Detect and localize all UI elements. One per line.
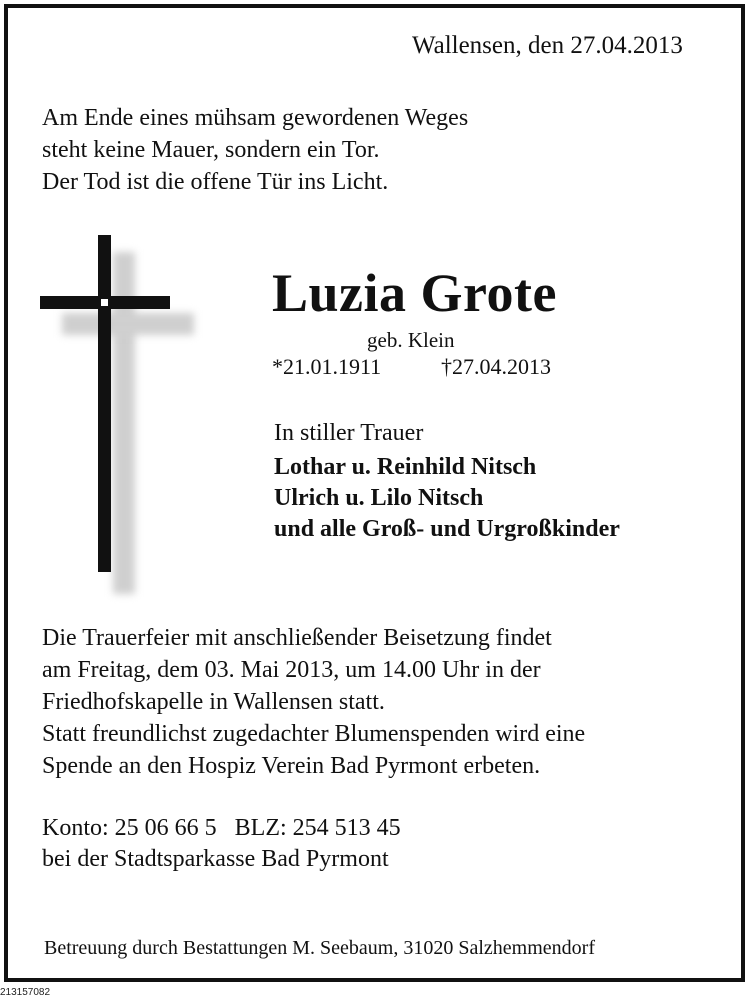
cross-center-highlight [101, 299, 108, 306]
funeral-home-footer: Betreuung durch Bestattungen M. Seebaum, 31020 Salzhemmendorf [44, 937, 595, 959]
mourner-line: und alle Groß- und Urgroßkinder [274, 516, 620, 542]
bank-institute: bei der Stadtsparkasse Bad Pyrmont [42, 846, 389, 872]
verse-line: Am Ende eines mühsam gewordenen Weges [42, 105, 469, 131]
funeral-details [42, 622, 585, 782]
verse [42, 102, 468, 198]
birth-date: *21.01.1911 [272, 354, 382, 379]
dateline: Wallensen, den 27.04.2013 [412, 32, 683, 59]
mourners-list [274, 452, 620, 545]
maiden-name: geb. Klein [367, 328, 455, 352]
death-date: †27.04.2013 [441, 354, 551, 379]
mourner-line: Lothar u. Reinhild Nitsch [274, 454, 537, 480]
funeral-line: Die Trauerfeier mit anschließender Beisetzung findet [42, 625, 552, 651]
mourner-line: Ulrich u. Lilo Nitsch [274, 485, 484, 511]
bank-code: BLZ: 254 513 45 [234, 815, 401, 841]
funeral-line: Statt freundlichst zugedachter Blumenspenden wird eine [42, 721, 586, 747]
mourning-intro: In stiller Trauer [274, 420, 424, 446]
verse-line: steht keine Mauer, sondern ein Tor. [42, 137, 380, 163]
cross-vertical-beam [98, 235, 111, 572]
funeral-line: Friedhofskapelle in Wallensen statt. [42, 689, 385, 715]
deceased-name: Luzia Grote [272, 263, 557, 323]
funeral-line: am Freitag, dem 03. Mai 2013, um 14.00 Uhr in der [42, 657, 541, 683]
reference-id: 213157082 [0, 987, 51, 998]
cross-shadow-horizontal [62, 313, 194, 335]
verse-line: Der Tod ist die offene Tür ins Licht. [42, 169, 389, 195]
bank-account-line [42, 815, 401, 842]
funeral-line: Spende an den Hospiz Verein Bad Pyrmont erbeten. [42, 753, 541, 779]
account-number: Konto: 25 06 66 5 [42, 815, 217, 841]
